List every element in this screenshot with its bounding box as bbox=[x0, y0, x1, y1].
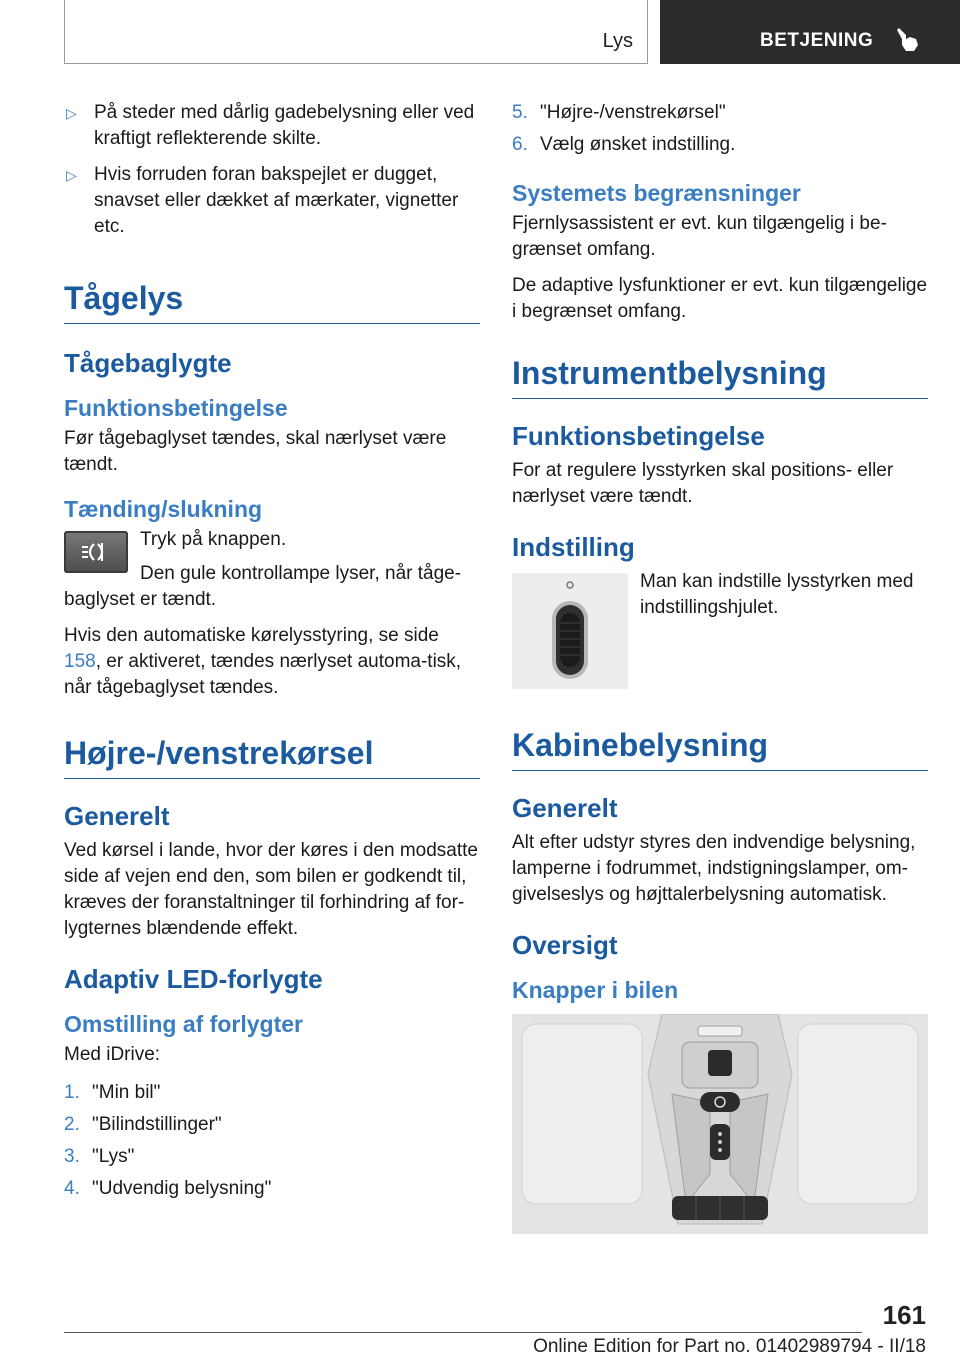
page-number: 161 bbox=[882, 1300, 926, 1330]
system-text2: De adaptive lysfunktioner er evt. kun tilgængelige i begrænset omfang. bbox=[512, 275, 928, 322]
idrive-text: Med iDrive: bbox=[64, 1044, 161, 1065]
list-item: 3. "Lys" bbox=[64, 1146, 135, 1167]
funktion-text: Før tågebaglyset tændes, skal nærlyset være tændt. bbox=[64, 428, 447, 475]
list-item: 4. "Udvendig belysning" bbox=[64, 1178, 272, 1199]
bullet-text: Hvis forruden foran bakspejlet er dugget, snavset eller dækket af mærkater, vignetter etc. bbox=[94, 164, 459, 237]
heading-hojre-venstrekorsel: Højre-/venstrekørsel bbox=[64, 735, 480, 779]
list-item bbox=[64, 100, 480, 152]
list-item: 1. "Min bil" bbox=[64, 1082, 161, 1103]
pointing-hand-icon bbox=[896, 26, 920, 52]
taending-text2: Den gule kontrollampe lyser, når tåge-baglyset er tændt. bbox=[64, 563, 462, 610]
heading-tagebaglygte: Tågebaglygte bbox=[64, 348, 232, 378]
heading-tagelys: Tågelys bbox=[64, 280, 480, 324]
heading-omstilling: Omstilling af forlygter bbox=[64, 1011, 303, 1037]
roof-console-illustration bbox=[512, 1014, 928, 1234]
heading-indstilling: Indstilling bbox=[512, 532, 635, 562]
footer-divider bbox=[64, 1332, 862, 1333]
page-link-158[interactable]: 158 bbox=[64, 651, 96, 672]
indstilling-text: Man kan indstille lysstyrken med indstillingshjulet. bbox=[640, 571, 914, 618]
brightness-wheel-image bbox=[512, 573, 628, 689]
header-section-title: Lys bbox=[602, 30, 633, 52]
left-column bbox=[64, 100, 480, 1208]
auto-text: Hvis den automatiske kørelysstyring, se side 158, er aktiveret, tændes nærlyset automa-tisk, når tågebaglyset tændes. bbox=[64, 625, 462, 698]
bullet-text: På steder med dårlig gadebelysning eller ved kraftigt reflekterende skilte. bbox=[94, 102, 475, 149]
header-section-box bbox=[64, 0, 648, 64]
list-item: 6. Vælg ønsket indstilling. bbox=[512, 134, 736, 155]
kabine-generelt-text: Alt efter udstyr styres den indvendige belysning, lamperne i fodrummet, indstigningslamper, om-givelseslys og højttalerbelysning automatisk. bbox=[512, 832, 916, 905]
right-column bbox=[512, 100, 928, 1234]
heading-kabinebelysning: Kabinebelysning bbox=[512, 727, 928, 771]
instrument-funktion-text: For at regulere lysstyrken skal positions- eller nærlyset være tændt. bbox=[512, 460, 894, 507]
footer-edition: Online Edition for Part no. 01402989794 - II/18 bbox=[533, 1336, 926, 1357]
header-chapter-box bbox=[660, 0, 960, 64]
list-item: 5. "Højre-/venstrekørsel" bbox=[512, 102, 726, 123]
system-text1: Fjernlysassistent er evt. kun tilgængelig i be-grænset omfang. bbox=[512, 213, 887, 260]
heading-generelt: Generelt bbox=[64, 801, 170, 831]
fog-light-button-image bbox=[64, 531, 128, 573]
heading-funktionsbetingelse: Funktionsbetingelse bbox=[64, 395, 288, 421]
heading-generelt-2: Generelt bbox=[512, 793, 618, 823]
heading-systemets-begransninger: Systemets begrænsninger bbox=[512, 180, 801, 206]
generelt-text: Ved kørsel i lande, hvor der køres i den modsatte side af vejen end den, som bilen er godkendt til, kræves der foranstaltninger til forhindring af for-lygternes blændende effekt. bbox=[64, 840, 478, 939]
list-item: 2. "Bilindstillinger" bbox=[64, 1114, 222, 1135]
heading-adaptiv-led: Adaptiv LED-forlygte bbox=[64, 964, 323, 994]
header-chapter-title: BETJENING bbox=[760, 30, 874, 51]
bullet-marker: ▷ bbox=[66, 167, 77, 183]
taending-text1: Tryk på knappen. bbox=[140, 529, 287, 550]
heading-funktionsbetingelse-2: Funktionsbetingelse bbox=[512, 421, 765, 451]
heading-instrumentbelysning: Instrumentbelysning bbox=[512, 355, 928, 399]
heading-oversigt: Oversigt bbox=[512, 930, 618, 960]
heading-knapper-i-bilen: Knapper i bilen bbox=[512, 977, 679, 1003]
bullet-marker: ▷ bbox=[66, 105, 77, 121]
brightness-wheel-icon bbox=[512, 573, 628, 689]
roof-console-image bbox=[512, 1014, 928, 1234]
fog-light-icon bbox=[64, 531, 128, 573]
heading-taending: Tænding/slukning bbox=[64, 496, 263, 522]
list-item bbox=[64, 162, 480, 240]
